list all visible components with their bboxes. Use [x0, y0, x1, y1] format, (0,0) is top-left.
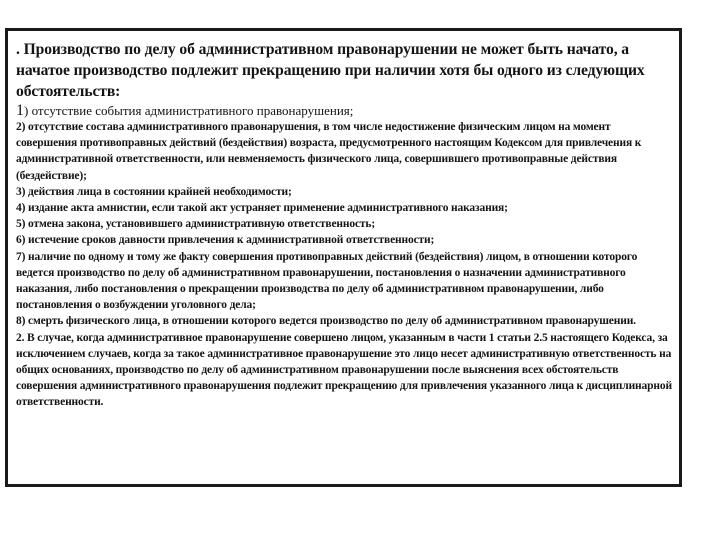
- list-item-3: 3) действия лица в состоянии крайней необходимости;: [16, 185, 292, 198]
- list-item-1: [16, 102, 673, 119]
- part-2-paragraph: 2. В случае, когда административное правонарушение совершено лицом, указанным в части 1 статьи 2.5 настоящего Кодекса, за исключением случаев, когда за такое административное правонарушение это лицо несет административную ответственность на общих основаниях, производство по делу об административном правонарушении после выяснения всех обстоятельств совершения административного правонарушения подлежит прекращению для привлечения указанного лица к дисциплинарной ответственности.: [16, 331, 672, 409]
- list-item-1-text: ) отсутствие события административного правонарушения;: [24, 103, 354, 118]
- list-item-7: 7) наличие по одному и тому же факту совершения противоправных действий (бездействия) лицом, в отношении которого ведется производство по делу об административном правонарушении, постановления о назначении административного наказания, либо постановления о прекращении производства по делу об административном правонарушении, либо постановления о возбуждении уголовного дела;: [16, 250, 638, 312]
- list-item-6: 6) истечение сроков давности привлечения к административной ответственности;: [16, 234, 435, 247]
- list-item-4: 4) издание акта амнистии, если такой акт устраняет применение административного наказания;: [16, 202, 508, 215]
- text-frame: [5, 28, 682, 487]
- list-item-1-number: 1: [16, 102, 24, 119]
- list-item-2: 2) отсутствие состава административного правонарушения, в том числе недостижение физическим лицом на момент совершения противоправных действий (бездействия) возраста, предусмотренного настоящим Кодексом для привлечения к административной ответственности, или невменяемость физического лица, совершившего противоправные действия (бездействие);: [16, 121, 642, 182]
- frame-content: [16, 39, 673, 411]
- list-item-5: 5) отмена закона, установившего административную ответственность;: [16, 218, 376, 231]
- heading-text: . Производство по делу об административном правонарушении не может быть начато, а начатое производство подлежит прекращению при наличии хотя бы одного из следующих обстоятельств:: [16, 41, 645, 100]
- list-item-8: 8) смерть физического лица, в отношении которого ведется производство по делу об административном правонарушении.: [16, 315, 636, 328]
